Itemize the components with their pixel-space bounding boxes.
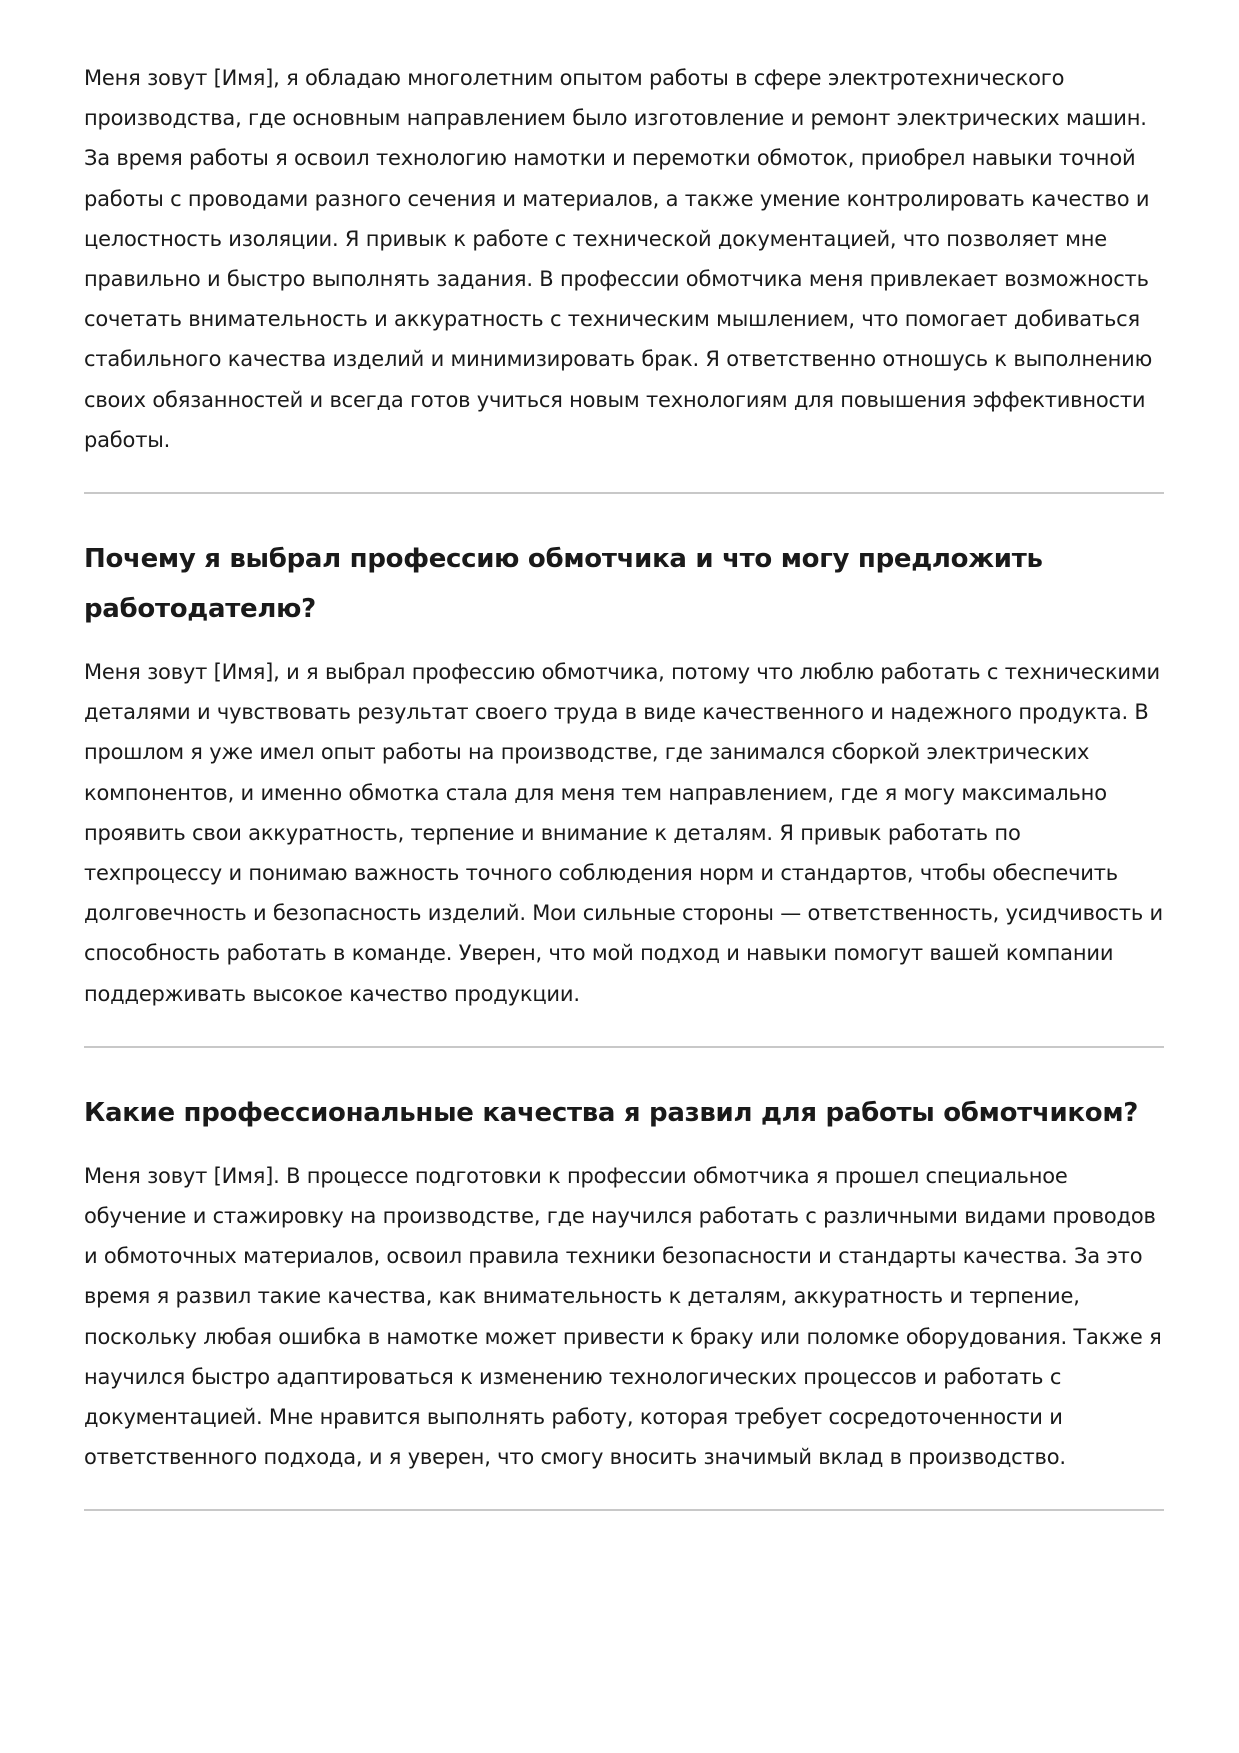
divider (84, 1509, 1164, 1511)
document-body (84, 58, 1164, 1511)
intro-section (84, 58, 1164, 494)
paragraph: Меня зовут [Имя], и я выбрал профессию обмотчика, потому что люблю работать с техническими деталями и чувствовать результат своего труда в виде качественного и надежного продукта. В прошлом я уже имел опыт работы на производстве, где занимался сборкой электрических компонентов, и именно обмотка стала для меня тем направлением, где я могу максимально проявить свои аккуратность, терпение и внимание к деталям. Я привык работать по техпроцессу и понимаю важность точного соблюдения норм и стандартов, чтобы обеспечить долговечность и безопасность изделий. Мои сильные стороны — ответственность, усидчивость и способность работать в команде. Уверен, что мой подход и навыки помогут вашей компании поддерживать высокое качество продукции. (84, 660, 1163, 1006)
divider (84, 492, 1164, 494)
section-heading: Какие профессиональные качества я развил для работы обмотчиком? (84, 1097, 1139, 1128)
section-heading: Почему я выбрал профессию обмотчика и что могу предложить работодателю? (84, 544, 1043, 625)
paragraph: Меня зовут [Имя]. В процессе подготовки к профессии обмотчика я прошел специальное обучение и стажировку на производстве, где научился работать с различными видами проводов и обмоточных материалов, освоил правила техники безопасности и стандарты качества. За это время я развил такие качества, как внимательность к деталям, аккуратность и терпение, поскольку любая ошибка в намотке может привести к браку или поломке оборудования. Также я научился быстро адаптироваться к изменению технологических процессов и работать с документацией. Мне нравится выполнять работу, которая требует сосредоточенности и ответственного подхода, и я уверен, что смогу вносить значимый вклад в производство. (84, 1163, 1162, 1470)
paragraph: Меня зовут [Имя], я обладаю многолетним опытом работы в сфере электротехнического производства, где основным направлением было изготовление и ремонт электрических машин. За время работы я освоил технологию намотки и перемотки обмоток, приобрел навыки точной работы с проводами разного сечения и материалов, а также умение контролировать качество и целостность изоляции. Я привык к работе с технической документацией, что позволяет мне правильно и быстро выполнять задания. В профессии обмотчика меня привлекает возможность сочетать внимательность и аккуратность с техническим мышлением, что помогает добиваться стабильного качества изделий и минимизировать брак. Я ответственно отношусь к выполнению своих обязанностей и всегда готов учиться новым технологиям для повышения эффективности работы. (84, 66, 1153, 452)
why-profession-section (84, 534, 1164, 1048)
divider (84, 1046, 1164, 1048)
qualities-section (84, 1088, 1164, 1512)
